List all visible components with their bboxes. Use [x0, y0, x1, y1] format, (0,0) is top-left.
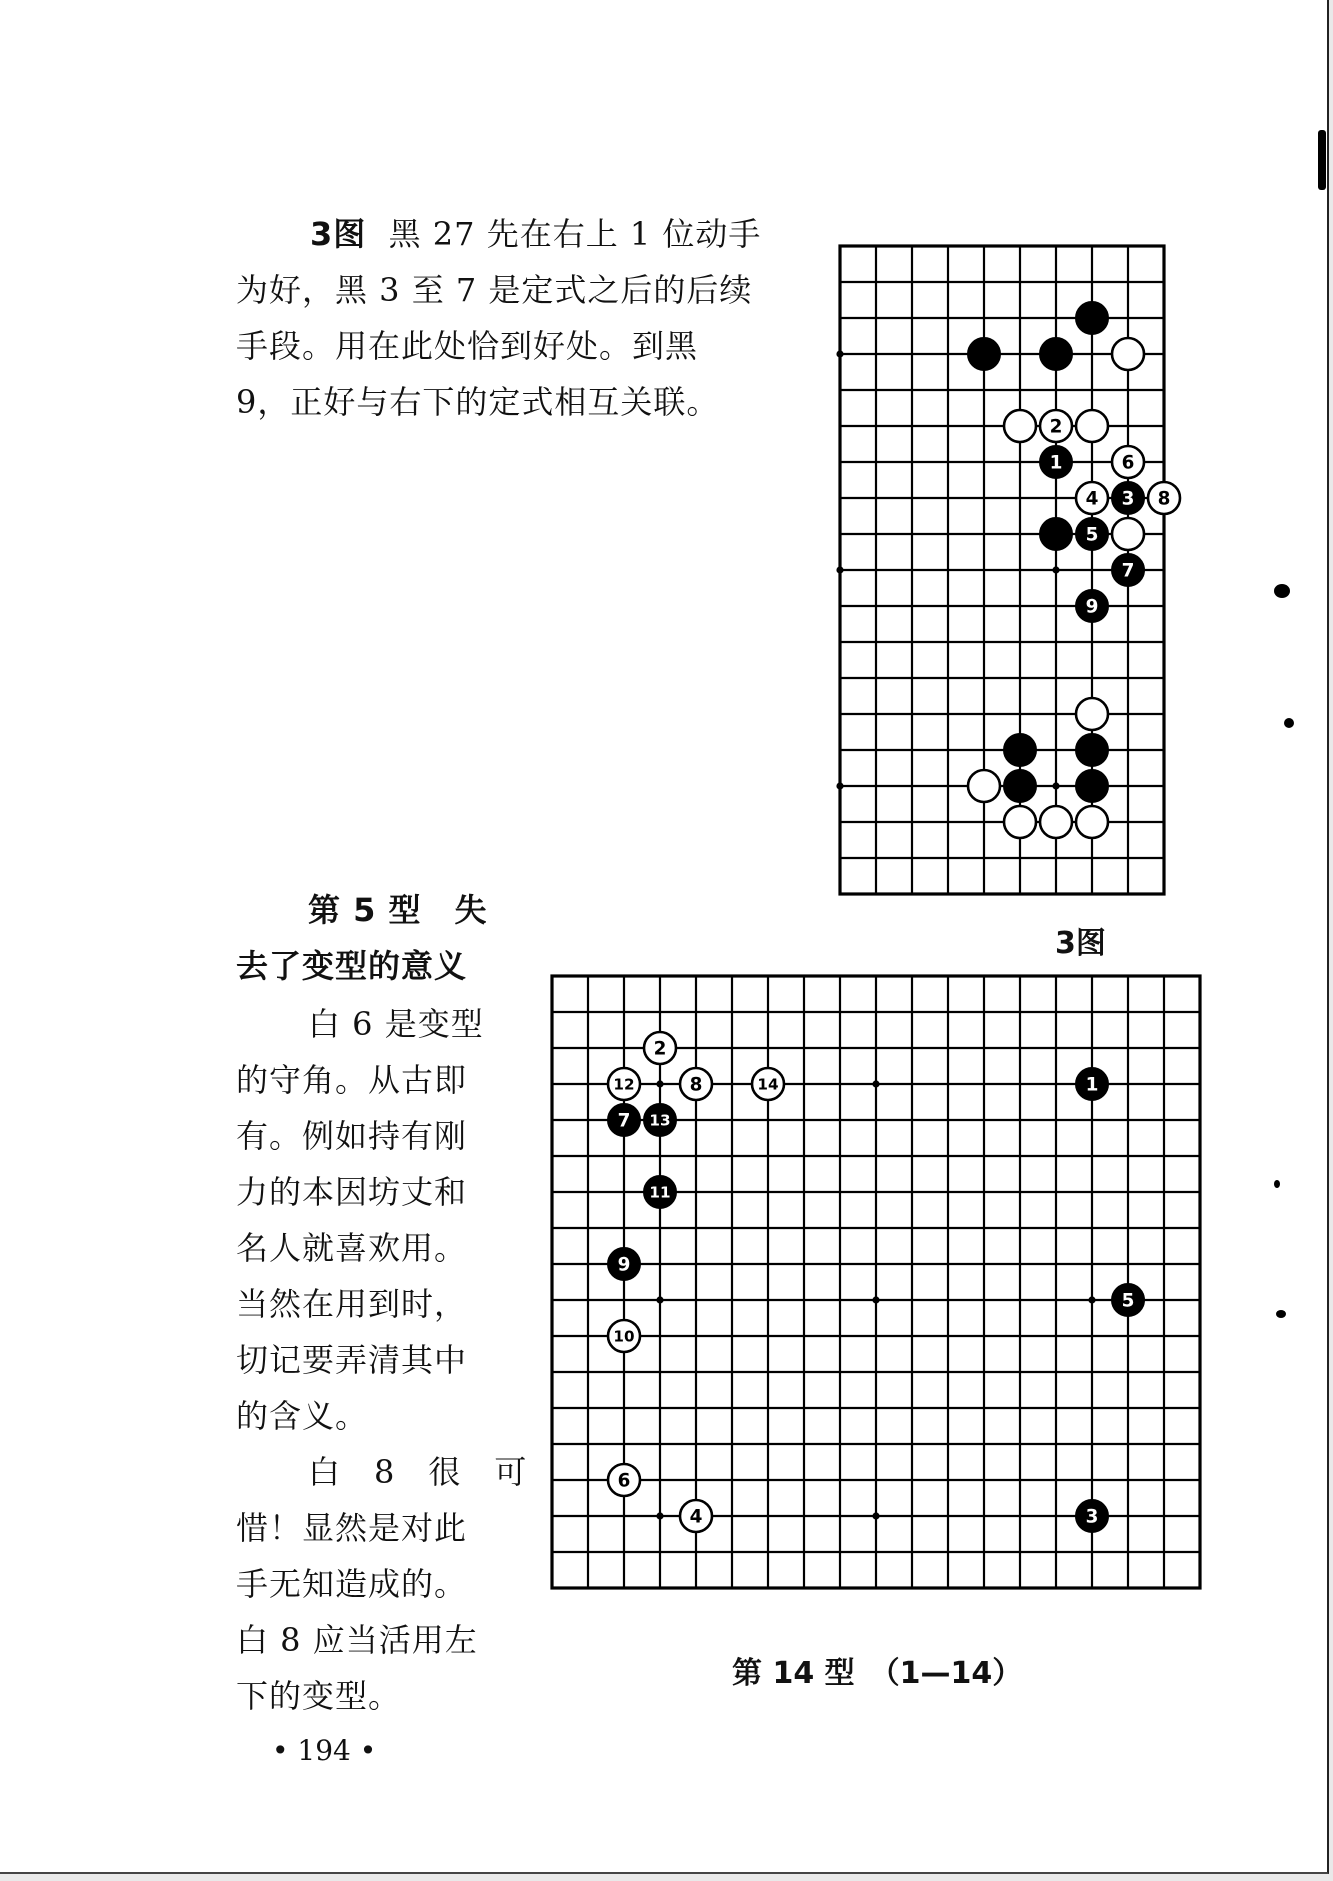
move-number: 5: [1085, 524, 1099, 546]
section-b-line: 惜！显然是对此: [236, 1509, 468, 1547]
star-point: [872, 1512, 879, 1519]
black-stone: [1040, 338, 1072, 370]
move-number: 7: [617, 1110, 631, 1132]
move-number: 1: [1085, 1074, 1099, 1096]
section-a-line: 黑 27 先在右上 1 位动手: [388, 215, 762, 253]
move-number: 4: [689, 1506, 703, 1528]
move-number: 8: [689, 1074, 703, 1096]
move-number: 2: [1049, 416, 1063, 438]
page-number: • 194 •: [272, 1734, 377, 1767]
white-stone: [968, 770, 1000, 802]
star-point: [836, 782, 843, 789]
scan-speck: [1318, 130, 1326, 190]
move-number: 5: [1121, 1290, 1135, 1312]
scan-speck: [1284, 718, 1294, 728]
black-stone: [1004, 734, 1036, 766]
section-b-line: 下的变型。: [236, 1677, 402, 1715]
star-point: [836, 350, 843, 357]
move-number: 13: [649, 1111, 671, 1130]
white-stone: [1004, 410, 1036, 442]
star-point: [1088, 1296, 1095, 1303]
section-b-line: 白 8 很 可: [308, 1453, 528, 1491]
move-number: 14: [757, 1075, 779, 1094]
move-number: 1: [1049, 452, 1063, 474]
black-stone: [1004, 770, 1036, 802]
black-stone: [1076, 770, 1108, 802]
section-b-line: 当然在用到时，: [236, 1285, 468, 1323]
section-b-line: 白 8 应当活用左: [236, 1621, 478, 1659]
white-stone: [1076, 698, 1108, 730]
move-number: 3: [1085, 1506, 1099, 1528]
move-number: 11: [649, 1183, 671, 1202]
section-a-line: 手段。用在此处恰到好处。到黑: [236, 327, 699, 365]
black-stone: [1076, 734, 1108, 766]
move-number: 2: [653, 1038, 667, 1060]
section-a-line: 9，正好与右下的定式相互关联。: [236, 383, 720, 421]
star-point: [1052, 566, 1059, 573]
star-point: [872, 1296, 879, 1303]
star-point: [656, 1296, 663, 1303]
move-number: 10: [613, 1327, 635, 1346]
black-stone: [1076, 302, 1108, 334]
white-stone: [1112, 518, 1144, 550]
move-number: 9: [617, 1254, 631, 1276]
section-b-line: 有。例如持有刚: [236, 1117, 468, 1155]
section-b-line: 力的本因坊丈和: [236, 1173, 468, 1211]
go-diagram-type-14: [542, 966, 1202, 1616]
section-b-title-line: 第 5 型 失: [308, 891, 488, 929]
section-b-line: 切记要弄清其中: [236, 1341, 468, 1379]
star-point: [872, 1080, 879, 1087]
star-point: [656, 1080, 663, 1087]
scan-speck: [1274, 584, 1290, 598]
white-stone: [1112, 338, 1144, 370]
section-b-line: 手无知造成的。: [236, 1565, 468, 1603]
section-a-text: [236, 206, 796, 430]
white-stone: [1076, 806, 1108, 838]
move-number: 6: [617, 1470, 631, 1492]
section-a-line: 为好，黑 3 至 7 是定式之后的后续: [236, 271, 753, 309]
move-number: 12: [613, 1075, 635, 1094]
move-number: 8: [1157, 488, 1171, 510]
board-grid: [552, 976, 1200, 1588]
section-a-heading: 3图: [310, 215, 367, 253]
white-stone: [1004, 806, 1036, 838]
scan-speck: [1274, 1180, 1280, 1188]
white-stone: [1076, 410, 1108, 442]
go-diagram-3: [830, 236, 1170, 886]
diagram-14-caption: 第 14 型 （1—14）: [732, 1656, 1023, 1691]
section-b-line: 名人就喜欢用。: [236, 1229, 468, 1267]
move-number: 7: [1121, 560, 1135, 582]
section-b-line: 的含义。: [236, 1397, 369, 1435]
white-stone: [1040, 806, 1072, 838]
move-number: 6: [1121, 452, 1135, 474]
star-point: [1052, 782, 1059, 789]
star-point: [656, 1512, 663, 1519]
section-b-text: [236, 996, 536, 1724]
section-b-line: 白 6 是变型: [308, 1005, 484, 1043]
diagram-3-caption: 3图: [1055, 926, 1106, 961]
move-number: 3: [1121, 488, 1135, 510]
board-grid: [836, 246, 1180, 894]
star-point: [836, 566, 843, 573]
black-stone: [1040, 518, 1072, 550]
section-b-line: 的守角。从古即: [236, 1061, 468, 1099]
scan-speck: [1276, 1310, 1286, 1318]
move-number: 9: [1085, 596, 1099, 618]
section-b-title-line: 去了变型的意义: [236, 947, 468, 985]
section-b-title: [236, 882, 526, 994]
black-stone: [968, 338, 1000, 370]
move-number: 4: [1085, 488, 1099, 510]
